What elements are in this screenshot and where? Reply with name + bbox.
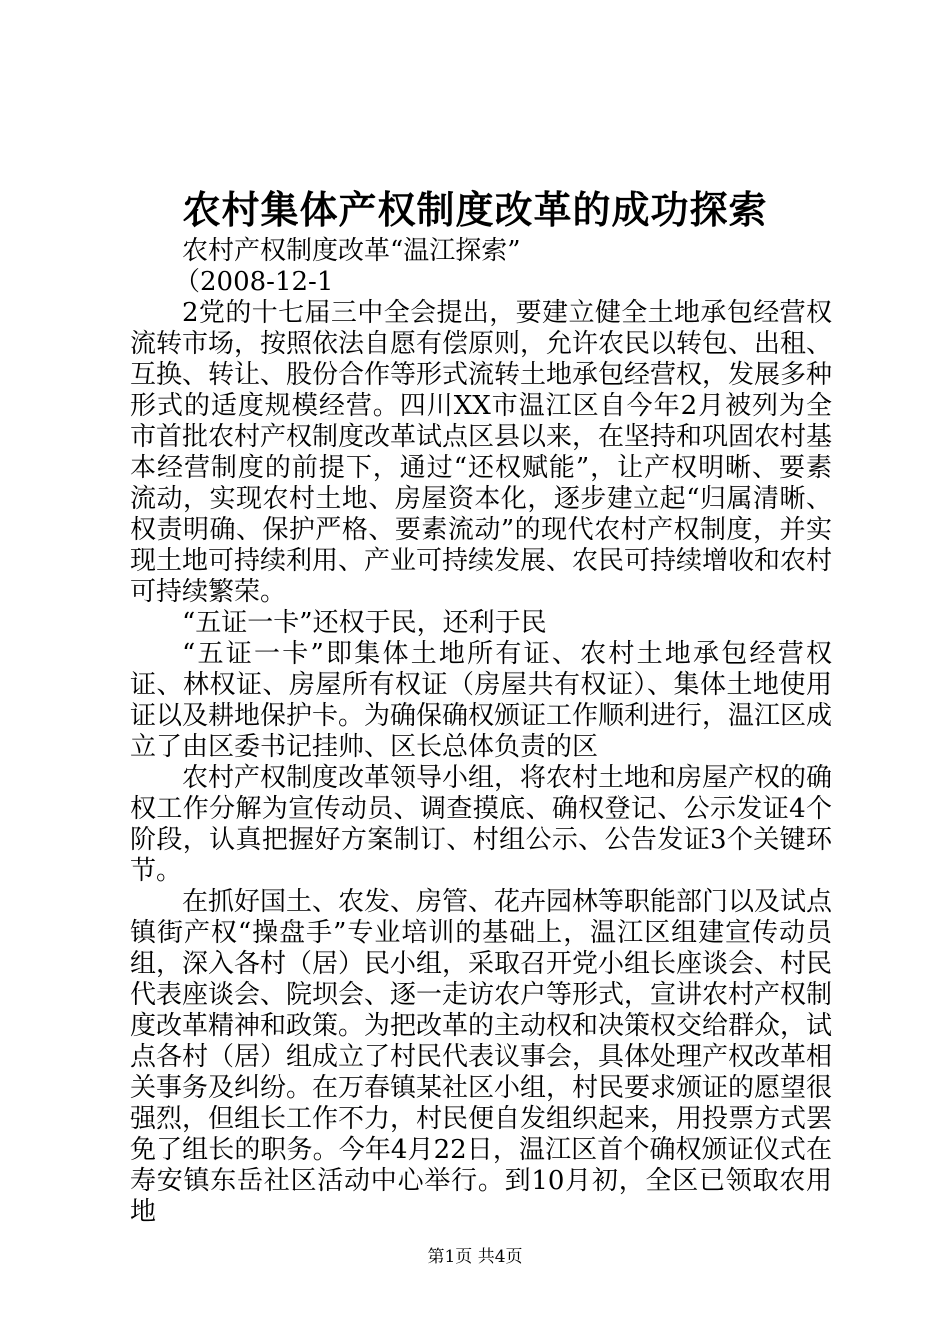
page-number-footer: 第1页 共4页 (427, 1247, 523, 1267)
subtitle-line: 农村产权制度改革“温江探索” (182, 236, 521, 266)
paragraph-intro: 2党的十七届三中全会提出，要建立健全土地承包经营权流转市场，按照依法自愿有偿原则，允许农民以转包、出租、互换、转让、股份合作等形式流转土地承包经营权，发展多种形式的适度规模经营。四川XX市温江区自今年2月被列为全市首批农村产权制度改革试点区县以来，在坚持和巩固农村基本经营制度的前提下，通过“还权赋能”，让产权明晰、要素流动，实现农村土地、房屋资本化，逐步建立起“归属清晰、权责明确、保护严格、要素流动”的现代农村产权制度，并实现土地可持续利用、产业可持续发展、农民可持续增收和农村可持续繁荣。 (130, 298, 833, 607)
section-heading: “五证一卡”还权于民，还利于民 (182, 608, 547, 638)
document-body (130, 236, 832, 1228)
paragraph-training: 在抓好国土、农发、房管、花卉园林等职能部门以及试点镇街产权“操盘手”专业培训的基础上，温江区组建宣传动员组，深入各村（居）民小组，采取召开党小组长座谈会、村民代表座谈会、院坝会、逐一走访农户等形式，宣讲农村产权制度改革精神和政策。为把改革的主动权和决策权交给群众，试点各村（居）组成立了村民代表议事会，具体处理产权改革相关事务及纠纷。在万春镇某社区小组，村民要求颁证的愿望很强烈，但组长工作不力，村民便自发组织起来，用投票方式罢免了组长的职务。今年4月22日，温江区首个确权颁证仪式在寿安镇东岳社区活动中心举行。到10月初，全区已领取农用地 (130, 887, 833, 1227)
paragraph-leading-group: 农村产权制度改革领导小组，将农村土地和房屋产权的确权工作分解为宣传动员、调查摸底、确权登记、公示发证4个阶段，认真把握好方案制订、村组公示、公告发证3个关键环节。 (130, 763, 833, 886)
date-line: （2008-12-1 (174, 267, 334, 297)
document-title: 农村集体产权制度改革的成功探索 (182, 187, 768, 232)
paragraph-five-certificates: “五证一卡”即集体土地所有证、农村土地承包经营权证、林权证、房屋所有权证（房屋共有权证）、集体土地使用证以及耕地保护卡。为确保确权颁证工作顺利进行，温江区成立了由区委书记挂帅、区长总体负责的区 (130, 639, 833, 762)
